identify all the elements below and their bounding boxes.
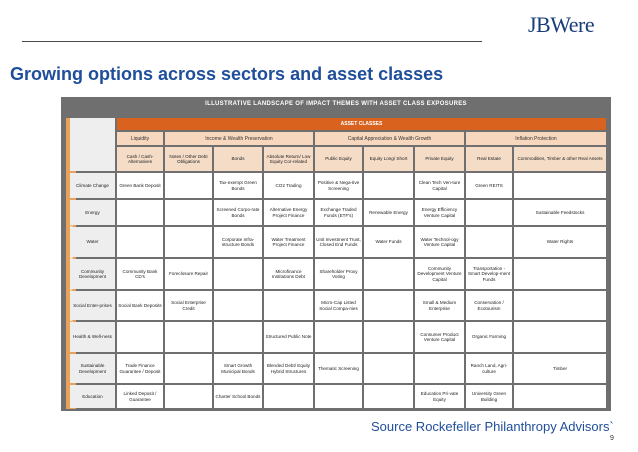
table-cell: Energy Efficiency Venture Capital xyxy=(415,200,464,225)
table-cell xyxy=(364,322,413,352)
table-cell xyxy=(165,322,212,352)
table-cell xyxy=(214,259,262,289)
table-cell: Unit Investment Trust, Closed End Funds xyxy=(315,227,362,257)
table-cell: Structured Public Note xyxy=(264,322,313,352)
column-header: Notes / Other Debt Obligations xyxy=(165,147,212,171)
table-cell: Thematic Screening xyxy=(315,354,362,383)
column-header: Bonds xyxy=(214,147,262,171)
header-rule xyxy=(22,41,482,42)
table-cell: Blended Debt/ Equity Hybrid Structures xyxy=(264,354,313,383)
column-header: Cash / Cash-Alternatives xyxy=(117,147,163,171)
table-cell xyxy=(165,200,212,225)
table-cell xyxy=(514,291,606,320)
row-label: Social Enter-prises xyxy=(70,291,115,320)
table-cell: Education Pri-vate Equity xyxy=(415,385,464,408)
row-header-corner xyxy=(70,118,115,171)
table-cell xyxy=(364,385,413,408)
table-cell xyxy=(117,200,163,225)
group-liquidity: Liquidity xyxy=(117,132,163,145)
table-cell xyxy=(315,322,362,352)
table-cell xyxy=(514,322,606,352)
table-cell xyxy=(264,291,313,320)
table-cell: Social Bank Deposits xyxy=(117,291,163,320)
table-cell xyxy=(214,291,262,320)
table-cell xyxy=(214,322,262,352)
row-label: Climate Change xyxy=(70,173,115,198)
row-label: Sustainable Development xyxy=(70,354,115,383)
column-header: Absolute Return/ Low Equity Cor-related xyxy=(264,147,313,171)
table-cell xyxy=(117,227,163,257)
table-cell: Alternative Energy Project Finance xyxy=(264,200,313,225)
table-cell: Exchange Traded Funds (ETF's) xyxy=(315,200,362,225)
table-cell xyxy=(315,385,362,408)
table-cell: Water Funds xyxy=(364,227,413,257)
table-cell: Timber xyxy=(514,354,606,383)
table-cell xyxy=(415,354,464,383)
table-title: ILLUSTRATIVE LANDSCAPE OF IMPACT THEMES WITH ASSET CLASS EXPOSURES xyxy=(205,101,467,107)
table-cell: Consumer Product Venture Capital xyxy=(415,322,464,352)
table-cell: Ranch Land, Agri-culture xyxy=(466,354,512,383)
table-cell: Conservation / Ecotourism xyxy=(466,291,512,320)
table-cell: Sustainable Feedstocks xyxy=(514,200,606,225)
table-cell: Shareholder Proxy Voting xyxy=(315,259,362,289)
row-label: Education xyxy=(70,385,115,408)
table-cell: Foreclosure Repair xyxy=(165,259,212,289)
table-cell: Renewable Energy xyxy=(364,200,413,225)
table-cell xyxy=(364,354,413,383)
table-cell: Micro-Cap Listed Social Compa-nies xyxy=(315,291,362,320)
table-cell xyxy=(514,259,606,289)
table-cell: Linked Deposit / Guarantee xyxy=(117,385,163,408)
column-header: Public Equity xyxy=(315,147,362,171)
table-cell: Community Bank CD's xyxy=(117,259,163,289)
column-header: Commodities, Timber & other Real Assets xyxy=(514,147,606,171)
brand-logo: JBWere xyxy=(528,12,595,37)
source-note: Source Rockefeller Philanthropy Advisors` xyxy=(371,419,614,434)
row-label: Health & Well-ness xyxy=(70,322,115,352)
table-cell: Organic Farming xyxy=(466,322,512,352)
row-label: Energy xyxy=(70,200,115,225)
column-header: Private Equity xyxy=(415,147,464,171)
table-cell xyxy=(264,385,313,408)
asset-classes-header: ASSET CLASSES xyxy=(117,118,606,130)
table-cell xyxy=(165,173,212,198)
table-cell: Trade Finance Guarantee / Deposit xyxy=(117,354,163,383)
table-cell xyxy=(514,173,606,198)
table-cell xyxy=(364,259,413,289)
row-label: Water xyxy=(70,227,115,257)
table-cell: Transportation - Smart Develop-ment Funds xyxy=(466,259,512,289)
row-label: Community Development xyxy=(70,259,115,289)
group-capital-appreciation: Capital Appreciation & Wealth Growth xyxy=(315,132,464,145)
table-cell: Social Enterprise Credit xyxy=(165,291,212,320)
table-cell: Water Rights xyxy=(514,227,606,257)
table-cell: Microfinance Institutions Debt xyxy=(264,259,313,289)
table-cell: Corporate Infra-structure Bonds xyxy=(214,227,262,257)
group-inflation-protection: Inflation Protection xyxy=(466,132,606,145)
table-cell: Small & Medium Enterprise xyxy=(415,291,464,320)
group-income-wealth-preservation: Income & Wealth Preservation xyxy=(165,132,313,145)
table-cell xyxy=(466,227,512,257)
column-header: Real Estate xyxy=(466,147,512,171)
table-cell: CO2 Trading xyxy=(264,173,313,198)
table-cell xyxy=(364,173,413,198)
table-cell: University Green Building xyxy=(466,385,512,408)
slide-title: Growing options across sectors and asset classes xyxy=(10,64,444,84)
page-number: 9 xyxy=(610,435,614,442)
table-cell: Water Treatment Project Finance xyxy=(264,227,313,257)
table-cell: Smart Growth Municipal Bonds xyxy=(214,354,262,383)
table-cell: Tax-exempt Green Bonds xyxy=(214,173,262,198)
table-cell: Water Technol-ogy Venture Capital xyxy=(415,227,464,257)
table-cell: Positive & Nega-tive Screening xyxy=(315,173,362,198)
table-cell xyxy=(514,385,606,408)
table-cell xyxy=(165,385,212,408)
table-cell xyxy=(364,291,413,320)
table-cell: Green Bank Deposit xyxy=(117,173,163,198)
table-cell: Screened Corpo-rate Bonds xyxy=(214,200,262,225)
table-cell xyxy=(165,354,212,383)
table-cell xyxy=(165,227,212,257)
table-cell xyxy=(117,322,163,352)
table-cell xyxy=(466,200,512,225)
table-cell: Green REITS xyxy=(466,173,512,198)
table-cell: Community Development Venture Capital xyxy=(415,259,464,289)
table-cell: Clean Tech Ven-ture Capital xyxy=(415,173,464,198)
column-header: Equity Long/ Short xyxy=(364,147,413,171)
table-cell: Charter School Bonds xyxy=(214,385,262,408)
